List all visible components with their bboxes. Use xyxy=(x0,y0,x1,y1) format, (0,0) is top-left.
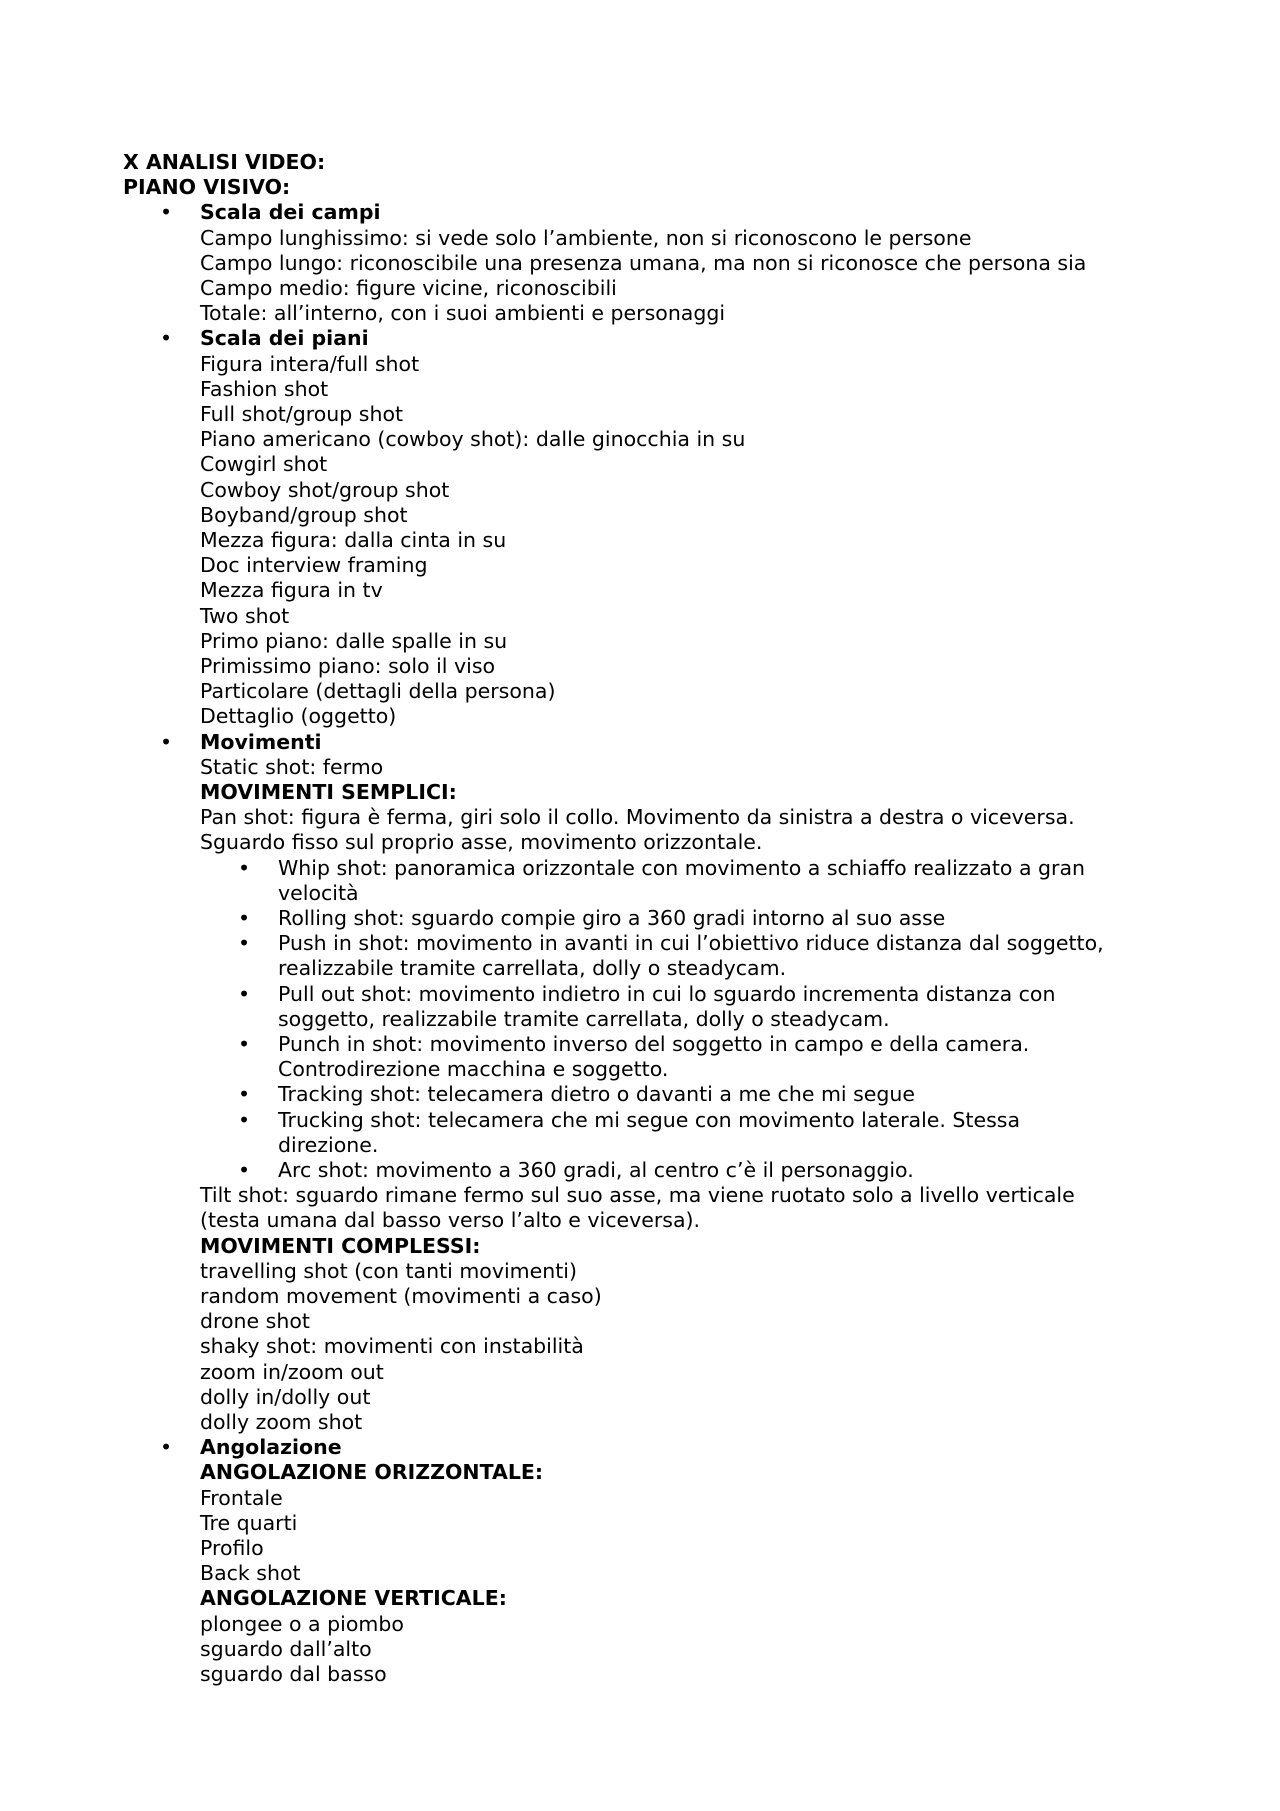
list-item-text: Dettaglio (oggetto) xyxy=(200,704,397,729)
list-item-text: Tilt shot: sguardo rimane fermo sul suo asse, ma viene ruotato solo a livello verticale xyxy=(200,1183,1075,1208)
list-item-text: Pan shot: figura è ferma, giri solo il collo. Movimento da sinistra a destra o viceversa. xyxy=(200,805,1075,830)
list-item-text: Boyband/group shot xyxy=(200,502,408,527)
list-item-text: plongee o a piombo xyxy=(200,1611,404,1636)
list-item-heading: Scala dei piani xyxy=(200,326,369,351)
list-item-text: Cowgirl shot xyxy=(200,452,328,477)
sub-list-item: Arc shot: movimento a 360 gradi, al centro c’è il personaggio. xyxy=(278,1158,914,1182)
list-item-text: drone shot xyxy=(200,1309,310,1334)
sub-list-item: Pull out shot: movimento indietro in cui lo sguardo incrementa distanza con xyxy=(278,981,1056,1006)
sub-list-item: Tracking shot: telecamera dietro o davanti a me che mi segue xyxy=(278,1082,916,1107)
document-title: X ANALISI VIDEO: xyxy=(123,150,326,174)
sub-list-item: Controdirezione macchina e soggetto. xyxy=(278,1057,669,1082)
list-item-text: Frontale xyxy=(200,1485,283,1510)
sub-bullet-icon: • xyxy=(238,1158,251,1182)
list-item-text: Primissimo piano: solo il viso xyxy=(200,654,496,678)
sub-list-item: soggetto, realizzabile tramite carrellata, dolly o steadycam. xyxy=(278,1006,890,1031)
list-item-text: Totale: all’interno, con i suoi ambienti e personaggi xyxy=(200,301,726,326)
list-item-text: Fashion shot xyxy=(200,376,329,401)
list-item-text: dolly in/dolly out xyxy=(200,1384,371,1409)
list-item-text: zoom in/zoom out xyxy=(200,1359,384,1384)
subheading: ANGOLAZIONE VERTICALE: xyxy=(200,1586,507,1611)
list-item-text: (testa umana dal basso verso l’alto e viceversa). xyxy=(200,1208,701,1233)
list-item-text: Static shot: fermo xyxy=(200,754,384,779)
list-item-text: Mezza figura: dalla cinta in su xyxy=(200,528,507,552)
sub-list-item: Push in shot: movimento in avanti in cui l’obiettivo riduce distanza dal soggetto, xyxy=(278,931,1104,956)
sub-list-item: velocità xyxy=(278,880,359,905)
list-item-text: shaky shot: movimenti con instabilità xyxy=(200,1334,584,1359)
sub-list-item: direzione. xyxy=(278,1132,379,1157)
sub-list-item: Whip shot: panoramica orizzontale con movimento a schiaffo realizzato a gran xyxy=(278,855,1086,880)
sub-list-item: Punch in shot: movimento inverso del soggetto in campo e della camera. xyxy=(278,1032,1030,1056)
sub-list-item: realizzabile tramite carrellata, dolly o steadycam. xyxy=(278,956,787,981)
list-item-text: Campo medio: figure vicine, riconoscibili xyxy=(200,276,617,300)
sub-bullet-icon: • xyxy=(238,1082,251,1107)
list-item-text: Cowboy shot/group shot xyxy=(200,477,450,502)
list-item-text: Profilo xyxy=(200,1536,264,1560)
list-item-text: Tre quarti xyxy=(200,1510,298,1535)
list-item-text: Figura intera/full shot xyxy=(200,351,420,376)
list-item-heading: Movimenti xyxy=(200,729,322,754)
list-item-text: sguardo dall’alto xyxy=(200,1636,372,1661)
list-item-text: Primo piano: dalle spalle in su xyxy=(200,628,508,653)
sub-bullet-icon: • xyxy=(238,931,251,956)
sub-bullet-icon: • xyxy=(238,855,251,880)
sub-bullet-icon: • xyxy=(238,906,251,930)
subheading: MOVIMENTI SEMPLICI: xyxy=(200,780,457,804)
sub-list-item: Rolling shot: sguardo compie giro a 360 gradi intorno al suo asse xyxy=(278,906,946,930)
list-item-text: Campo lungo: riconoscibile una presenza umana, ma non si riconosce che persona sia xyxy=(200,250,1087,275)
section-title: PIANO VISIVO: xyxy=(123,175,291,200)
bullet-icon: • xyxy=(160,1435,173,1460)
list-item-text: sguardo dal basso xyxy=(200,1662,387,1686)
list-item-text: dolly zoom shot xyxy=(200,1410,363,1434)
list-item-text: random movement (movimenti a caso) xyxy=(200,1284,602,1308)
list-item-text: Doc interview framing xyxy=(200,553,428,578)
sub-bullet-icon: • xyxy=(238,981,251,1006)
list-item-text: Two shot xyxy=(200,603,290,628)
sub-list-item: Trucking shot: telecamera che mi segue con movimento laterale. Stessa xyxy=(278,1107,1021,1132)
list-item-text: Sguardo fisso sul proprio asse, movimento orizzontale. xyxy=(200,830,763,855)
subheading: ANGOLAZIONE ORIZZONTALE: xyxy=(200,1460,544,1485)
list-item-text: Particolare (dettagli della persona) xyxy=(200,679,556,704)
list-item-heading: Angolazione xyxy=(200,1435,342,1460)
sub-bullet-icon: • xyxy=(238,1032,251,1056)
list-item-heading: Scala dei campi xyxy=(200,200,381,225)
list-item-text: Campo lunghissimo: si vede solo l’ambiente, non si riconoscono le persone xyxy=(200,225,972,250)
list-item-text: Full shot/group shot xyxy=(200,402,404,426)
list-item-text: Mezza figura in tv xyxy=(200,578,383,603)
sub-bullet-icon: • xyxy=(238,1107,251,1132)
bullet-icon: • xyxy=(160,729,173,754)
subheading: MOVIMENTI COMPLESSI: xyxy=(200,1233,481,1258)
list-item-text: Piano americano (cowboy shot): dalle ginocchia in su xyxy=(200,427,746,452)
bullet-icon: • xyxy=(160,326,173,351)
list-item-text: Back shot xyxy=(200,1561,301,1586)
list-item-text: travelling shot (con tanti movimenti) xyxy=(200,1258,577,1283)
bullet-icon: • xyxy=(160,200,173,225)
